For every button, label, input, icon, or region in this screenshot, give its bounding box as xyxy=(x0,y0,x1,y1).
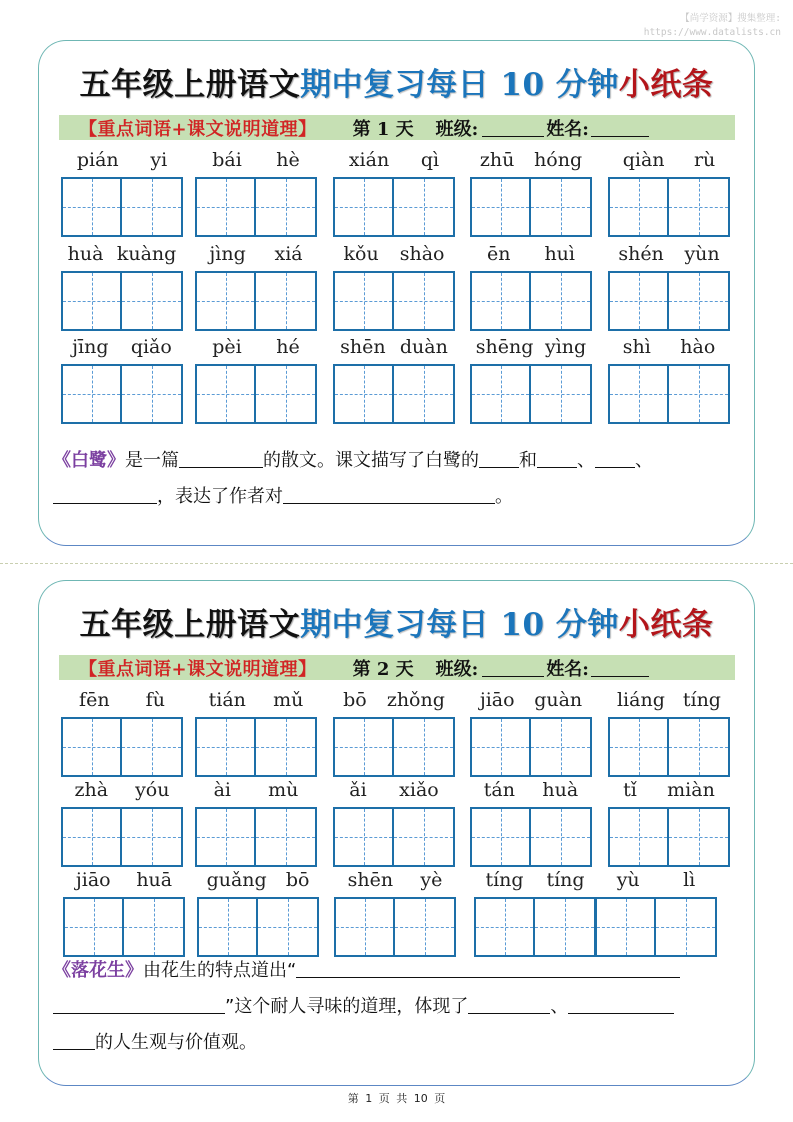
pinyin-syllable: hào xyxy=(680,336,716,358)
tianzige-cell[interactable] xyxy=(531,271,592,331)
word-item xyxy=(333,779,455,867)
watermark xyxy=(644,12,781,40)
class-label: 班级: xyxy=(435,658,479,680)
pinyin-syllable: bō xyxy=(285,869,310,891)
word-item xyxy=(474,869,596,957)
pinyin-syllable: ēn xyxy=(486,243,511,265)
pinyin-syllable: guǎng xyxy=(206,869,267,891)
name-field[interactable] xyxy=(591,119,649,137)
tianzige-cell[interactable] xyxy=(608,717,669,777)
pinyin-syllable: guàn xyxy=(534,689,583,711)
pinyin-syllable: yùn xyxy=(684,243,720,265)
sentence-text: ，表达了作者对 xyxy=(157,486,283,507)
pinyin-syllable: xiǎo xyxy=(399,779,439,801)
tianzige-cell[interactable] xyxy=(122,364,183,424)
tianzige-cell[interactable] xyxy=(669,364,730,424)
pinyin-syllable: fēn xyxy=(79,689,110,711)
tianzige-cell[interactable] xyxy=(395,897,456,957)
title-review: 期中复习每日 10 分钟 xyxy=(300,607,619,643)
word-item xyxy=(195,689,317,777)
topic-label: 【重点词语+课文说明道理】 xyxy=(79,658,317,680)
sentence-text: 的散文。课文描写了白鹭的 xyxy=(263,450,479,471)
tianzige-cell[interactable] xyxy=(535,897,596,957)
pinyin-syllable: hè xyxy=(276,149,300,171)
tianzige-cell[interactable] xyxy=(608,177,669,237)
info-band xyxy=(59,115,735,140)
watermark-source: 【尚学资源】搜集整理: xyxy=(680,13,781,24)
fill-blank[interactable] xyxy=(53,484,157,504)
fill-blank[interactable] xyxy=(595,448,635,468)
pinyin-row-2 xyxy=(39,779,754,875)
word-item xyxy=(195,243,317,331)
word-item xyxy=(334,869,456,957)
tianzige-cell[interactable] xyxy=(474,897,535,957)
tianzige-cell[interactable] xyxy=(122,177,183,237)
tianzige-cell[interactable] xyxy=(669,271,730,331)
word-item xyxy=(333,336,455,424)
class-field[interactable] xyxy=(482,659,544,677)
title-note: 小纸条 xyxy=(618,67,714,103)
word-item xyxy=(333,243,455,331)
name-label: 姓名: xyxy=(546,658,589,680)
pinyin-syllable: mǔ xyxy=(273,689,304,711)
tianzige-cell[interactable] xyxy=(61,177,122,237)
tianzige-cell[interactable] xyxy=(256,717,317,777)
pinyin-syllable: zhū xyxy=(479,149,515,171)
fill-blank[interactable] xyxy=(537,448,577,468)
tianzige-cell[interactable] xyxy=(195,807,256,867)
sentence-text: 。 xyxy=(495,486,513,507)
pinyin-syllable: jiāo xyxy=(75,869,111,891)
tianzige-cell[interactable] xyxy=(197,897,258,957)
tianzige-cell[interactable] xyxy=(195,177,256,237)
tianzige-cell[interactable] xyxy=(195,271,256,331)
sentence-text: 、 xyxy=(577,450,595,471)
pinyin-syllable: qì xyxy=(420,149,440,171)
tianzige-cell[interactable] xyxy=(333,807,394,867)
day-label: 第 2 天 xyxy=(352,658,414,680)
tianzige-cell[interactable] xyxy=(394,807,455,867)
day-label: 第 1 天 xyxy=(352,118,414,140)
pinyin-syllable: shén xyxy=(618,243,664,265)
tianzige-cell[interactable] xyxy=(394,177,455,237)
word-item xyxy=(470,336,592,424)
fill-blank[interactable] xyxy=(283,484,495,504)
word-item xyxy=(608,779,730,867)
topic-label: 【重点词语+课文说明道理】 xyxy=(79,118,317,140)
pinyin-syllable: huì xyxy=(544,243,575,265)
pinyin-row-1 xyxy=(39,689,754,785)
pinyin-syllable: duàn xyxy=(399,336,448,358)
sentence-text: 、 xyxy=(550,996,569,1017)
pinyin-syllable: kǒu xyxy=(343,243,379,265)
pinyin-syllable: ǎi xyxy=(349,779,367,801)
pinyin-syllable: tán xyxy=(483,779,515,801)
watermark-url: https://www.datalists.cn xyxy=(643,27,781,38)
pinyin-syllable: jìng xyxy=(209,243,246,265)
fill-blank[interactable] xyxy=(179,448,263,468)
word-item xyxy=(195,779,317,867)
tianzige-cell[interactable] xyxy=(394,364,455,424)
tianzige-cell[interactable] xyxy=(256,364,317,424)
pinyin-syllable: rù xyxy=(693,149,716,171)
fill-blank[interactable] xyxy=(468,994,550,1014)
title-grade: 五年级上册语文 xyxy=(79,607,301,643)
name-field[interactable] xyxy=(591,659,649,677)
tianzige-cell[interactable] xyxy=(608,807,669,867)
fill-blank[interactable] xyxy=(53,1030,95,1050)
pinyin-row-2 xyxy=(39,243,754,339)
tianzige-cell[interactable] xyxy=(394,717,455,777)
sentence-text: 和 xyxy=(519,450,537,471)
tianzige-cell[interactable] xyxy=(333,364,394,424)
pinyin-syllable: shēn xyxy=(347,869,394,891)
tianzige-cell[interactable] xyxy=(669,807,730,867)
fill-blank[interactable] xyxy=(568,994,674,1014)
tianzige-cell[interactable] xyxy=(61,271,122,331)
pinyin-syllable: jīng xyxy=(72,336,109,358)
pinyin-syllable: shào xyxy=(399,243,445,265)
pinyin-syllable: qiàn xyxy=(622,149,665,171)
pinyin-syllable: xián xyxy=(348,149,390,171)
word-item xyxy=(333,689,455,777)
lesson-fill-in-paragraph xyxy=(53,443,740,515)
word-item xyxy=(61,149,183,237)
pinyin-syllable: shēng xyxy=(475,336,534,358)
card-title xyxy=(39,59,754,104)
word-item xyxy=(195,336,317,424)
tianzige-cell[interactable] xyxy=(669,177,730,237)
word-item xyxy=(470,689,592,777)
word-item xyxy=(197,869,319,957)
word-item xyxy=(608,689,730,777)
pinyin-syllable: qiǎo xyxy=(130,336,172,358)
tianzige-cell[interactable] xyxy=(531,364,592,424)
lesson-fill-in-paragraph xyxy=(53,953,740,1061)
tianzige-cell[interactable] xyxy=(334,897,395,957)
pinyin-syllable: fù xyxy=(145,689,165,711)
pinyin-syllable: liáng xyxy=(616,689,665,711)
title-review: 期中复习每日 10 分钟 xyxy=(300,67,619,103)
pinyin-syllable: shì xyxy=(622,336,651,358)
card-title xyxy=(39,599,754,644)
title-note: 小纸条 xyxy=(618,607,714,643)
lesson-title: 《落花生》 xyxy=(53,960,143,981)
pinyin-syllable: yi xyxy=(150,149,168,171)
tianzige-cell[interactable] xyxy=(258,897,319,957)
pinyin-syllable: huā xyxy=(136,869,173,891)
tianzige-cell[interactable] xyxy=(470,177,531,237)
tianzige-cell[interactable] xyxy=(63,897,124,957)
pinyin-row-3 xyxy=(39,336,754,432)
pinyin-syllable: yóu xyxy=(135,779,170,801)
pinyin-syllable: huà xyxy=(542,779,579,801)
pinyin-row-3 xyxy=(39,869,754,965)
pinyin-syllable: tǐ xyxy=(623,779,637,801)
pinyin-syllable: huà xyxy=(67,243,104,265)
pinyin-syllable: mù xyxy=(268,779,299,801)
pinyin-syllable: hé xyxy=(276,336,300,358)
word-item xyxy=(61,689,183,777)
word-item xyxy=(333,149,455,237)
pinyin-syllable: hóng xyxy=(534,149,583,171)
pinyin-syllable: shēn xyxy=(340,336,386,358)
class-label: 班级: xyxy=(435,118,479,140)
tianzige-cell[interactable] xyxy=(256,271,317,331)
tianzige-cell[interactable] xyxy=(195,717,256,777)
tianzige-cell[interactable] xyxy=(531,807,592,867)
pinyin-syllable: tián xyxy=(208,689,246,711)
sentence-text: 、 xyxy=(635,450,653,471)
tianzige-cell[interactable] xyxy=(470,807,531,867)
tianzige-cell[interactable] xyxy=(333,177,394,237)
pinyin-syllable: zhà xyxy=(74,779,109,801)
worksheet-card-day-1 xyxy=(38,40,755,546)
tianzige-cell[interactable] xyxy=(531,717,592,777)
tianzige-cell[interactable] xyxy=(122,807,183,867)
pinyin-syllable: pián xyxy=(76,149,119,171)
name-label: 姓名: xyxy=(546,118,589,140)
pinyin-row-1 xyxy=(39,149,754,245)
fill-blank[interactable] xyxy=(479,448,519,468)
tianzige-cell[interactable] xyxy=(122,271,183,331)
word-item xyxy=(470,149,592,237)
word-item xyxy=(608,243,730,331)
sentence-text: ”这个耐人寻味的道理，体现了 xyxy=(225,996,469,1017)
pinyin-syllable: yìng xyxy=(544,336,587,358)
tianzige-cell[interactable] xyxy=(394,271,455,331)
tianzige-cell[interactable] xyxy=(195,364,256,424)
pinyin-syllable: pèi xyxy=(212,336,242,358)
pinyin-syllable: kuàng xyxy=(116,243,177,265)
pinyin-syllable: yù xyxy=(616,869,640,891)
tianzige-cell[interactable] xyxy=(61,717,122,777)
pinyin-syllable: xiá xyxy=(274,243,303,265)
word-item xyxy=(63,869,185,957)
tianzige-cell[interactable] xyxy=(122,717,183,777)
word-item xyxy=(608,149,730,237)
tianzige-cell[interactable] xyxy=(669,717,730,777)
fill-blank[interactable] xyxy=(296,958,680,978)
tianzige-cell[interactable] xyxy=(256,177,317,237)
word-item xyxy=(61,779,183,867)
cut-line-divider xyxy=(0,563,793,564)
tianzige-cell[interactable] xyxy=(656,897,717,957)
pinyin-syllable: bái xyxy=(212,149,242,171)
worksheet-card-day-2 xyxy=(38,580,755,1086)
tianzige-cell[interactable] xyxy=(333,717,394,777)
pinyin-syllable: miàn xyxy=(667,779,715,801)
tianzige-cell[interactable] xyxy=(333,271,394,331)
word-item xyxy=(195,149,317,237)
fill-blank[interactable] xyxy=(53,994,225,1014)
word-item xyxy=(470,779,592,867)
sentence-text: 的人生观与价值观。 xyxy=(95,1032,257,1053)
sentence-text: 是一篇 xyxy=(125,450,179,471)
info-band xyxy=(59,655,735,680)
pinyin-syllable: lì xyxy=(683,869,696,891)
lesson-title: 《白鹭》 xyxy=(53,450,125,471)
tianzige-cell[interactable] xyxy=(124,897,185,957)
tianzige-cell[interactable] xyxy=(608,271,669,331)
pinyin-syllable: jiāo xyxy=(479,689,515,711)
pinyin-syllable: ài xyxy=(213,779,231,801)
page-number-footer: 第 1 页 共 10 页 xyxy=(347,1092,446,1105)
tianzige-cell[interactable] xyxy=(61,807,122,867)
pinyin-syllable: tíng xyxy=(682,689,721,711)
class-field[interactable] xyxy=(482,119,544,137)
word-item xyxy=(608,336,730,424)
pinyin-syllable: yè xyxy=(420,869,443,891)
sentence-text: 由花生的特点道出“ xyxy=(143,960,297,981)
word-item xyxy=(61,243,183,331)
pinyin-syllable: bō xyxy=(343,689,367,711)
word-item xyxy=(470,243,592,331)
tianzige-cell[interactable] xyxy=(470,271,531,331)
tianzige-cell[interactable] xyxy=(61,364,122,424)
tianzige-cell[interactable] xyxy=(531,177,592,237)
pinyin-syllable: tíng xyxy=(485,869,524,891)
tianzige-cell[interactable] xyxy=(256,807,317,867)
tianzige-cell[interactable] xyxy=(608,364,669,424)
pinyin-syllable: tíng xyxy=(546,869,585,891)
title-grade: 五年级上册语文 xyxy=(79,67,301,103)
tianzige-cell[interactable] xyxy=(595,897,656,957)
word-item xyxy=(595,869,717,957)
tianzige-cell[interactable] xyxy=(470,364,531,424)
word-item xyxy=(61,336,183,424)
pinyin-syllable: zhǒng xyxy=(386,689,445,711)
tianzige-cell[interactable] xyxy=(470,717,531,777)
